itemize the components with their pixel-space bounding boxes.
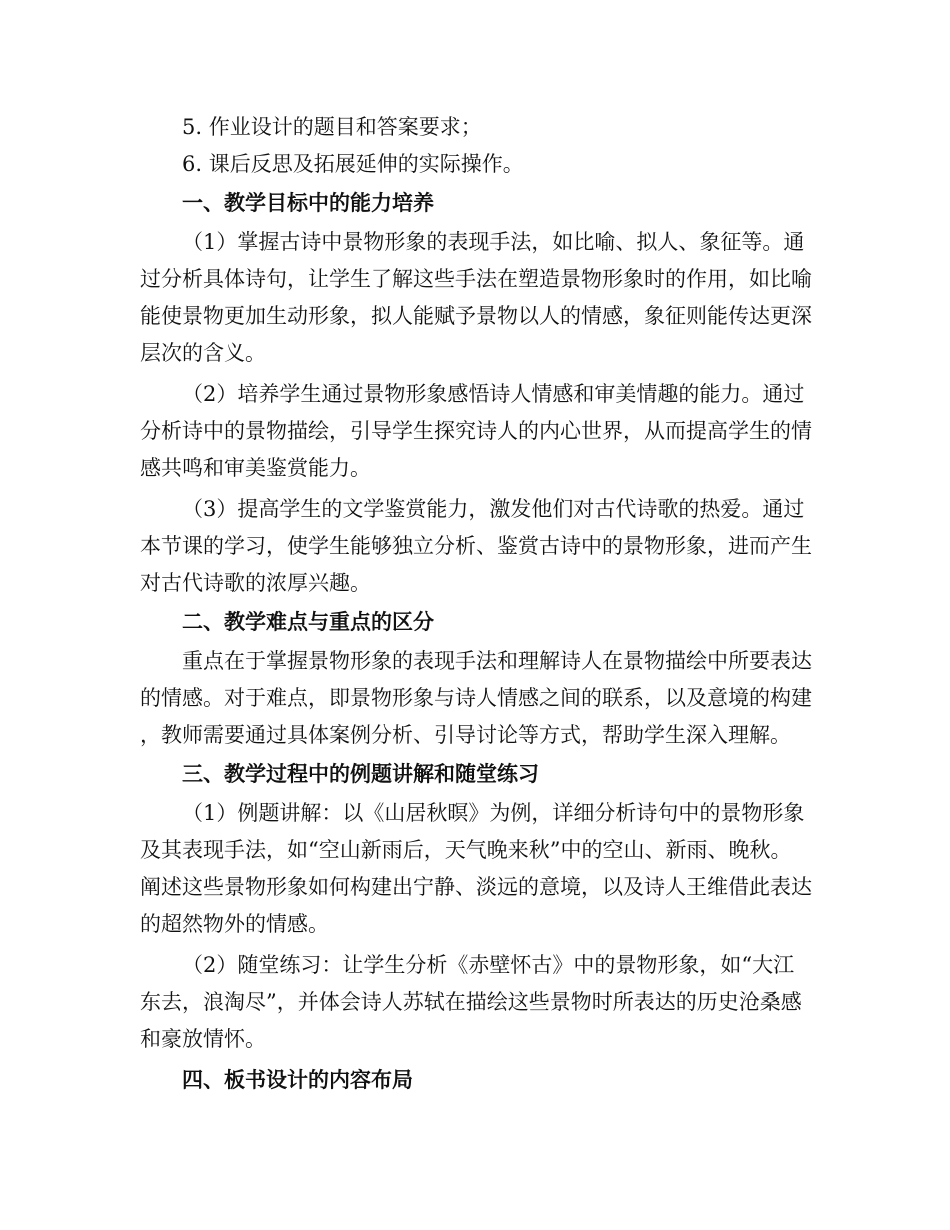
section-heading-1: 一、教学目标中的能力培养 [182, 191, 434, 215]
section-2-paragraph-1: 重点在于掌握景物形象的表现手法和理解诗人在景物描绘中所要表达的情感。对于难点，即景物形象与诗人情感之间的联系，以及意境的构建，教师需要通过具体案例分析、引导讨论等方式，帮助学生深入理解。 [140, 649, 812, 747]
document-body [140, 109, 812, 1099]
section-1-paragraph-3: （3）提高学生的文学鉴赏能力，激发他们对古代诗歌的热爱。通过本节课的学习，使学生能够独立分析、鉴赏古诗中的景物形象，进而产生对古代诗歌的浓厚兴趣。 [140, 497, 812, 595]
list-item-6: 6. 课后反思及拓展延伸的实际操作。 [182, 152, 524, 176]
section-heading-3: 三、教学过程中的例题讲解和随堂练习 [182, 762, 539, 786]
section-heading-2: 二、教学难点与重点的区分 [182, 610, 434, 634]
section-3-paragraph-1: （1）例题讲解：以《山居秋暝》为例，详细分析诗句中的景物形象及其表现手法，如“空山新雨后，天气晚来秋”中的空山、新雨、晚秋。阐述这些景物形象如何构建出宁静、淡远的意境，以及诗人王维借此表达的超然物外的情感。 [140, 801, 812, 936]
section-heading-4: 四、板书设计的内容布局 [182, 1068, 413, 1092]
section-3-paragraph-2: （2）随堂练习：让学生分析《赤壁怀古》中的景物形象，如“大江东去，浪淘尽”，并体会诗人苏轼在描绘这些景物时所表达的历史沧桑感和豪放情怀。 [140, 953, 802, 1051]
section-1-paragraph-2: （2）培养学生通过景物形象感悟诗人情感和审美情趣的能力。通过分析诗中的景物描绘，引导学生探究诗人的内心世界，从而提高学生的情感共鸣和审美鉴赏能力。 [140, 382, 812, 480]
section-1-paragraph-1: （1）掌握古诗中景物形象的表现手法，如比喻、拟人、象征等。通过分析具体诗句，让学生了解这些手法在塑造景物形象时的作用，如比喻能使景物更加生动形象，拟人能赋予景物以人的情感，象征则能传达更深层次的含义。 [140, 230, 812, 365]
list-item-5: 5. 作业设计的题目和答案要求； [182, 115, 482, 139]
